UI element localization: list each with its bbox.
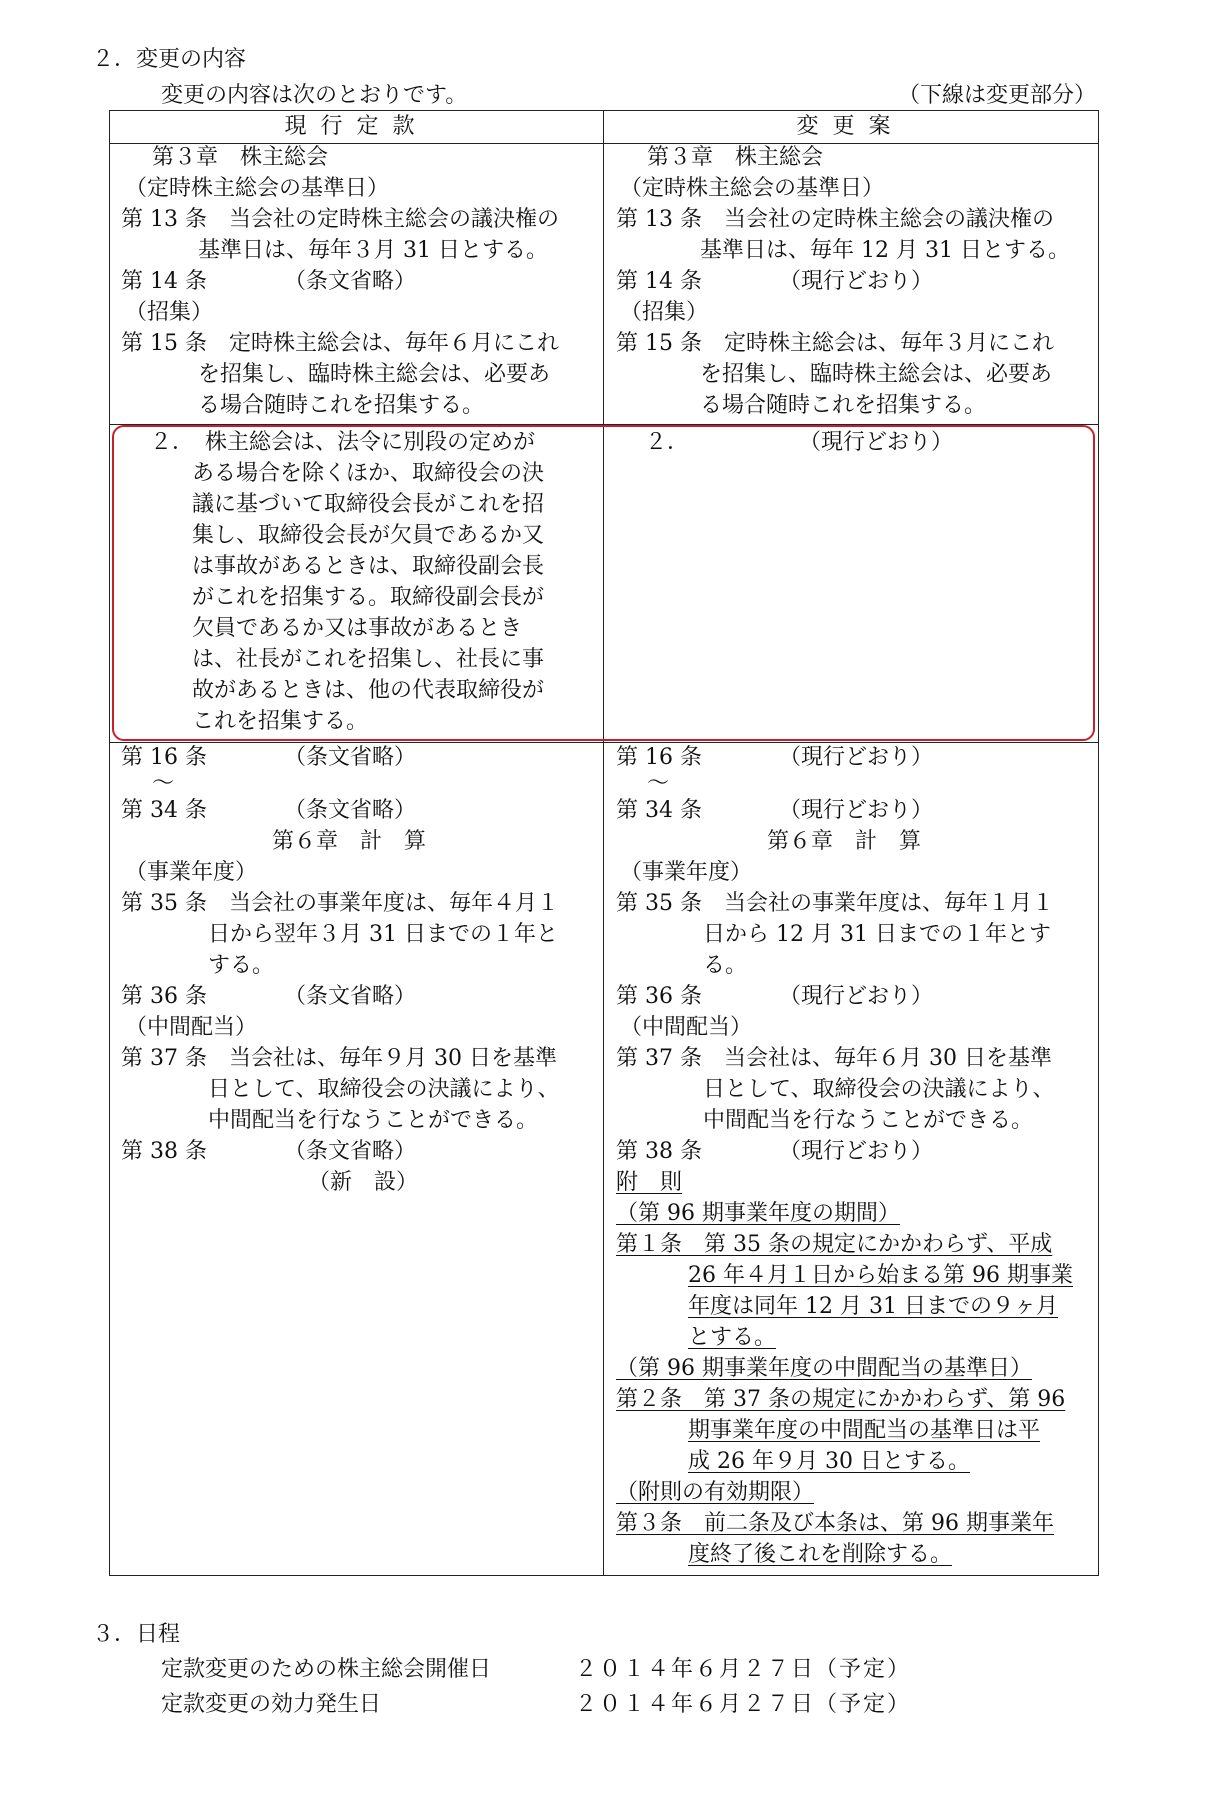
proposed-article-line: とする。	[688, 1325, 777, 1350]
row-divider-1	[110, 424, 1098, 425]
current-article-line: ２． 株主総会は、法令に別段の定めが	[150, 430, 536, 455]
proposed-article-line: ２． （現行どおり）	[645, 430, 954, 455]
current-article-line: 第 13 条 当会社の定時株主総会の議決権の	[121, 207, 559, 232]
proposed-article-line: 第 38 条 （現行どおり）	[616, 1139, 933, 1164]
current-article-line: （定時株主総会の基準日）	[125, 176, 390, 201]
proposed-article-line: 第１条 第 35 条の規定にかかわらず、平成	[616, 1232, 1053, 1257]
current-article-line: 第 38 条 （条文省略）	[121, 1139, 416, 1164]
proposed-article-line: 第 36 条 （現行どおり）	[616, 984, 933, 1009]
current-article-line: る場合随時これを招集する。	[198, 393, 485, 418]
proposed-article-line: 期事業年度の中間配当の基準日は平	[688, 1418, 1041, 1443]
header-proposed-amendment: 変更案	[796, 114, 905, 139]
current-article-line: を招集し、臨時株主総会は、必要あ	[198, 362, 551, 387]
current-article-line: （新 設）	[308, 1170, 419, 1195]
proposed-article-line: （第 96 期事業年度の中間配当の基準日）	[616, 1356, 1032, 1381]
proposed-article-line: 第 37 条 当会社は、毎年６月 30 日を基準	[616, 1046, 1052, 1071]
current-article-line: 日から翌年３月 31 日までの１年と	[208, 922, 558, 947]
current-article-line: 第 35 条 当会社の事業年度は、毎年４月１	[121, 891, 559, 916]
current-article-line: 日として、取締役会の決議により、	[208, 1077, 560, 1102]
schedule-row-2-value: ２０１４年６月２７日（予定）	[575, 1692, 912, 1717]
proposed-article-line: 中間配当を行なうことができる。	[703, 1108, 1034, 1133]
proposed-article-line: る場合随時これを招集する。	[700, 393, 987, 418]
current-article-line: する。	[208, 953, 275, 978]
proposed-article-line: 度終了後これを削除する。	[688, 1542, 953, 1567]
current-article-line: （事業年度）	[125, 860, 258, 885]
proposed-article-line: ～	[647, 771, 670, 796]
current-article-line: 中間配当を行なうことができる。	[208, 1108, 539, 1133]
current-article-line: ある場合を除くほか、取締役会の決	[192, 461, 545, 486]
current-article-line: ～	[152, 771, 175, 796]
proposed-article-line: （附則の有効期限）	[616, 1480, 815, 1505]
current-article-line: （招集）	[125, 300, 214, 325]
schedule-row-1-value: ２０１４年６月２７日（予定）	[575, 1657, 912, 1682]
proposed-article-line: （第 96 期事業年度の期間）	[616, 1201, 900, 1226]
schedule-row-2-label: 定款変更の効力発生日	[161, 1692, 382, 1717]
proposed-article-line: 基準日は、毎年 12 月 31 日とする。	[700, 238, 1070, 263]
section-2-intro: 変更の内容は次のとおりです。	[161, 83, 468, 108]
current-article-line: は事故があるときは、取締役副会長	[192, 554, 545, 579]
current-article-line: 第 36 条 （条文省略）	[121, 984, 416, 1009]
proposed-article-line: 日として、取締役会の決議により、	[703, 1077, 1055, 1102]
current-article-line: 第 37 条 当会社は、毎年９月 30 日を基準	[121, 1046, 557, 1071]
proposed-article-line: （中間配当）	[620, 1015, 753, 1040]
current-article-line: 故があるときは、他の代表取締役が	[192, 678, 545, 703]
proposed-article-line: を招集し、臨時株主総会は、必要あ	[700, 362, 1053, 387]
proposed-article-line: 26 年４月１日から始まる第 96 期事業	[688, 1263, 1073, 1288]
proposed-article-line: 第３章 株主総会	[647, 145, 824, 170]
proposed-article-line: 第 35 条 当会社の事業年度は、毎年１月１	[616, 891, 1054, 916]
section-3-heading: ３．日程	[92, 1622, 181, 1647]
current-article-line: 第３章 株主総会	[152, 145, 329, 170]
current-article-line: 集し、取締役会長が欠員であるか又	[192, 523, 545, 548]
proposed-article-line: （定時株主総会の基準日）	[620, 176, 885, 201]
proposed-article-line: 第２条 第 37 条の規定にかかわらず、第 96	[616, 1387, 1066, 1412]
proposed-article-line: 附 則	[616, 1170, 683, 1195]
current-article-line: 第 14 条 （条文省略）	[121, 269, 416, 294]
proposed-article-line: る。	[703, 953, 748, 978]
proposed-article-line: 第 34 条 （現行どおり）	[616, 798, 933, 823]
current-article-line: 議に基づいて取締役会長がこれを招	[192, 492, 545, 517]
proposed-article-line: 第 13 条 当会社の定時株主総会の議決権の	[616, 207, 1054, 232]
proposed-article-line: 成 26 年９月 30 日とする。	[688, 1449, 970, 1474]
current-article-line: これを招集する。	[192, 709, 369, 734]
proposed-article-line: 日から 12 月 31 日までの１年とす	[703, 922, 1051, 947]
column-divider	[603, 111, 604, 1575]
current-article-line: 欠員であるか又は事故があるとき	[192, 616, 523, 641]
proposed-article-line: 第 16 条 （現行どおり）	[616, 745, 933, 770]
proposed-article-line: 第６章 計 算	[767, 829, 922, 854]
section-2-heading: ２．変更の内容	[92, 47, 247, 72]
proposed-article-line: 第 14 条 （現行どおり）	[616, 269, 933, 294]
schedule-row-1-label: 定款変更のための株主総会開催日	[161, 1657, 492, 1682]
current-article-line: 第 16 条 （条文省略）	[121, 745, 416, 770]
underline-note: （下線は変更部分）	[898, 83, 1097, 108]
current-article-line: 第 34 条 （条文省略）	[121, 798, 416, 823]
current-article-line: がこれを招集する。取締役副会長が	[192, 585, 545, 610]
current-article-line: は、社長がこれを招集し、社長に事	[192, 647, 545, 672]
proposed-article-line: 年度は同年 12 月 31 日までの９ヶ月	[688, 1294, 1058, 1319]
proposed-article-line: 第３条 前二条及び本条は、第 96 期事業年	[616, 1511, 1054, 1536]
proposed-article-line: （事業年度）	[620, 860, 753, 885]
current-article-line: 第６章 計 算	[272, 829, 427, 854]
proposed-article-line: （招集）	[620, 300, 709, 325]
proposed-article-line: 第 15 条 定時株主総会は、毎年３月にこれ	[616, 331, 1054, 356]
current-article-line: （中間配当）	[125, 1015, 258, 1040]
current-article-line: 基準日は、毎年３月 31 日とする。	[198, 238, 548, 263]
header-current-articles: 現行定款	[284, 114, 429, 139]
current-article-line: 第 15 条 定時株主総会は、毎年６月にこれ	[121, 331, 559, 356]
